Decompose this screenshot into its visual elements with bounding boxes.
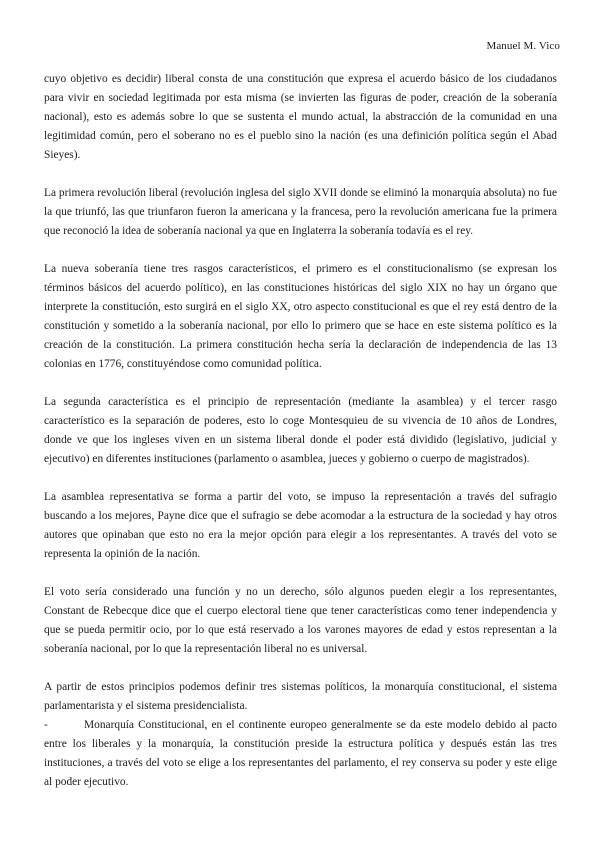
paragraph-5: La asamblea representativa se forma a partir del voto, se impuso la representación a través del sufragio buscando a los mejores, Payne dice que el sufragio se debe acomodar a la estructura de la sociedad y hay otros autores que opinaban que esto no era la mejor opción para elegir a los representantes. A través del voto se representa la opinión de la nación. [44,491,557,560]
paragraph-7: A partir de estos principios podemos definir tres sistemas políticos, la monarquía constitucional, el sistema parlamentarista y el sistema presidencialista. [44,681,557,712]
paragraph-6: El voto sería considerado una función y no un derecho, sólo algunos pueden elegir a los representantes, Constant de Rebecque dice que el cuerpo electoral tiene que tener características como tener independencia y que se pueda permitir ocio, por lo que está reservado a los varones mayores de edad y estos representan a la soberanía nacional, por lo que la representación liberal no es universal. [44,586,557,655]
paragraph-3: La nueva soberanía tiene tres rasgos característicos, el primero es el constitucionalismo (se expresan los términos básicos del acuerdo político), en las constituciones históricas del siglo XIX no hay un órgano que interprete la constitución, esto surgirá en el siglo XX, otro aspecto constitucional es que el rey está dentro de la constitución y sometido a la soberanía nacional, por ello lo primero que se hace en este sistema político es la creación de la constitución. La primera constitución hecha sería la declaración de independencia de las 13 colonias en 1776, constituyéndose como comunidad política. [44,263,557,370]
document-body [44,70,557,792]
bullet-item-monarquia [44,716,557,792]
paragraph-1: cuyo objetivo es decidir) liberal consta de una constitución que expresa el acuerdo básico de los ciudadanos para vivir en sociedad legitimada por esta misma (se invierten las figuras de poder, creación de la soberanía nacional), esto es además sobre lo que se sustenta el mundo actual, la abstracción de la comunidad en una legitimidad común, pero el soberano no es el pueblo sino la nación (es una definición política según el Abad Sieyes). [44,73,557,161]
page-header-author: Manuel M. Vico [486,40,560,52]
paragraph-4: La segunda característica es el principio de representación (mediante la asamblea) y el tercer rasgo característico es la separación de poderes, esto lo coge Montesquieu de su vivencia de 10 años de Londres, donde ve que los ingleses viven en un sistema liberal donde el poder está dividido (legislativo, judicial y ejecutivo) en diferentes instituciones (parlamento o asamblea, jueces y gobierno o cuerpo de magistrados). [44,396,557,465]
bullet-text: Monarquía Constitucional, en el continente europeo generalmente se da este modelo debido al pacto entre los liberales y la monarquía, la constitución preside la estructura política y después están las tres instituciones, a través del voto se elige a los representantes del parlamento, el rey conserva su poder y este elige al poder ejecutivo. [44,719,557,788]
paragraph-2: La primera revolución liberal (revolución inglesa del siglo XVII donde se eliminó la monarquía absoluta) no fue la que triunfó, las que triunfaron fueron la americana y la francesa, pero la revolución americana fue la primera que reconoció la idea de soberanía nacional ya que en Inglaterra la soberanía todavía es el rey. [44,187,557,237]
bullet-marker: - [44,719,48,731]
